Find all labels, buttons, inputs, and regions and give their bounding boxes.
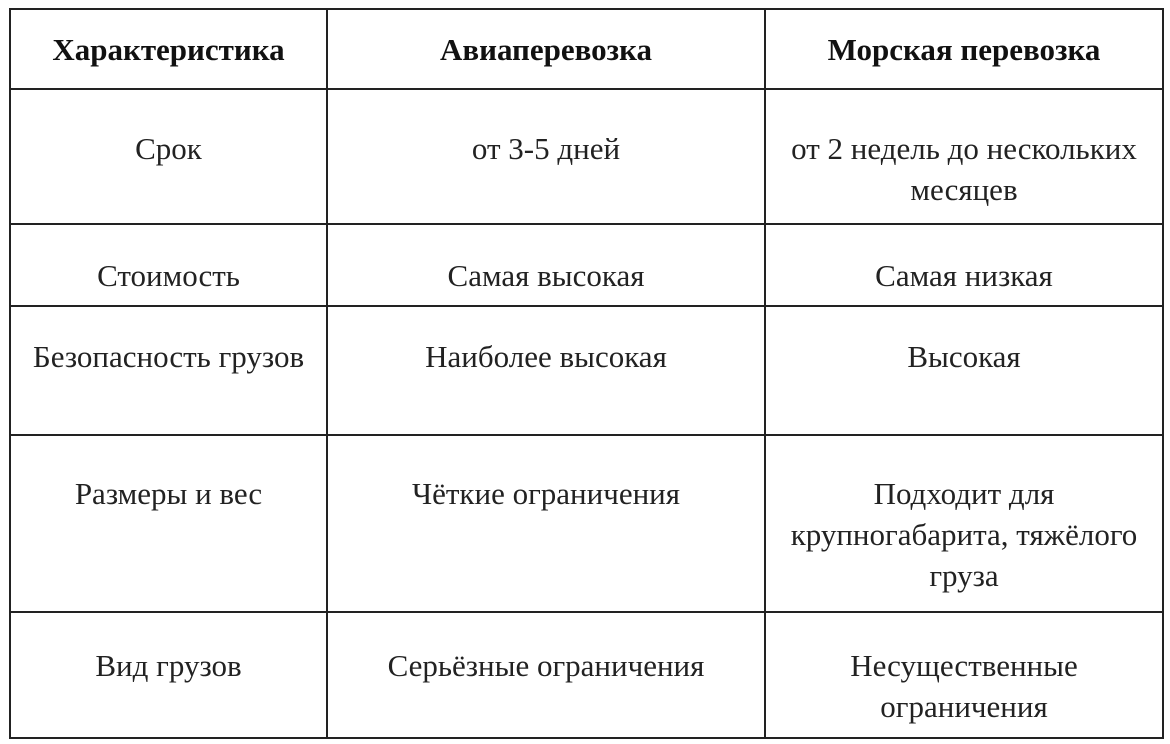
cell-text: Безопасность грузов — [32, 339, 305, 374]
air-value — [327, 435, 765, 612]
cell-text: от 2 недель до нескольких месяцев — [791, 131, 1137, 207]
table-row — [10, 306, 1163, 435]
row-label — [10, 224, 327, 306]
sea-value — [765, 224, 1163, 306]
header-characteristic: Характеристика — [10, 9, 327, 89]
sea-value — [765, 306, 1163, 435]
air-value — [327, 612, 765, 738]
table-header-row — [10, 9, 1163, 89]
table-row — [10, 224, 1163, 306]
cell-text: Несущественные ограничения — [850, 648, 1078, 724]
air-value — [327, 89, 765, 224]
table-row — [10, 612, 1163, 738]
row-label — [10, 306, 327, 435]
header-sea-transport: Морская перевозка — [765, 9, 1163, 89]
cell-text: Серьёзные ограничения — [387, 648, 705, 683]
sea-value — [765, 89, 1163, 224]
cell-text: Самая высокая — [447, 258, 645, 293]
cell-text: Стоимость — [97, 258, 240, 293]
cell-text: Срок — [135, 131, 202, 166]
comparison-table — [9, 8, 1164, 739]
table-row — [10, 435, 1163, 612]
cell-text: от 3-5 дней — [471, 131, 621, 166]
cell-text: Чёткие ограничения — [411, 476, 681, 511]
cell-text: Подходит для крупногабарита, тяжёлого груза — [790, 476, 1138, 593]
cell-text: Размеры и вес — [74, 476, 263, 511]
cell-text: Вид грузов — [95, 648, 242, 683]
row-label — [10, 89, 327, 224]
cell-text: Наиболее высокая — [425, 339, 667, 374]
cell-text: Высокая — [907, 339, 1021, 374]
air-value — [327, 306, 765, 435]
cell-text: Самая низкая — [875, 258, 1053, 293]
sea-value — [765, 435, 1163, 612]
table-row — [10, 89, 1163, 224]
row-label — [10, 435, 327, 612]
sea-value — [765, 612, 1163, 738]
air-value — [327, 224, 765, 306]
header-air-transport: Авиаперевозка — [327, 9, 765, 89]
row-label — [10, 612, 327, 738]
